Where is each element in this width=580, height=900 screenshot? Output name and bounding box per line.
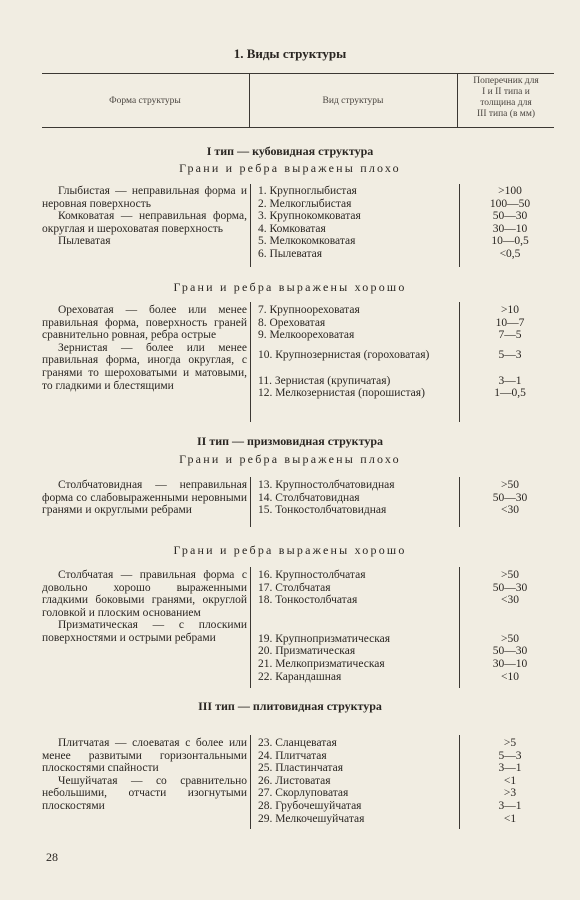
type3-kinds: 23. Сланцеватая 24. Плитчатая 25. Пластинчатая 26. Листоватая 27. Скорлуповатая 28. Грубочешуйчатая 29. Мелкочешуйчатая <box>258 737 365 825</box>
type2-good-sizes: >50 50—30 <30 >50 50—30 30—10 <10 <box>492 569 528 683</box>
type1-good-subtitle: Грани и ребра выражены хорошо <box>173 280 407 294</box>
divider <box>459 567 460 688</box>
header-size: Поперечник для I и II типа и толщина для III типа (в мм) <box>473 76 539 119</box>
type1-bad-subtitle: Грани и ребра выражены плохо <box>179 161 401 175</box>
type1-good-descriptions: Ореховатая — более или менее правильная форма, поверхность граней сравнительно ровная, ребра острые Зернистая — более или менее правильная форма, иногда округлая, с гранями то шероховатыми и матовыми, то гладкими и блестящими <box>42 304 247 392</box>
divider <box>250 302 251 422</box>
type2-good-kinds: 16. Крупностолбчатая 17. Столбчатая 18. Тонкостолбчатая 19. Крупнопризматическая 20. Призматическая 21. Мелкопризматическая 22. Карандашная <box>258 569 391 683</box>
type1-bad-descriptions: Глыбистая — неправильная форма и неровная поверхность Комковатая — неправильная форма, округлая и шероховатая поверхность Пылеватая <box>42 185 247 248</box>
type2-bad-subtitle: Грани и ребра выражены плохо <box>179 452 401 466</box>
table-title: 1. Виды структуры <box>233 46 347 61</box>
header-top-rule <box>42 73 554 74</box>
divider <box>250 735 251 829</box>
type2-good-descriptions: Столбчатая — правильная форма с довольно хорошо выраженными гладкими боковыми гранями, округлой головкой и плоским основанием Призматическая — с плоскими поверхностями и острыми ребрами <box>42 569 247 644</box>
type3-title: III тип — плитовидная структура <box>198 699 382 713</box>
type1-good-sizes: >10 10—7 7—5 5—3 3—1 1—0,5 <box>494 304 526 400</box>
type1-title: I тип — кубовидная структура <box>206 144 374 158</box>
divider <box>459 477 460 527</box>
divider <box>459 735 460 829</box>
page-number: 28 <box>46 850 58 864</box>
type2-bad-kinds: 13. Крупностолбчатовидная 14. Столбчатовидная 15. Тонкостолбчатовидная <box>258 479 395 517</box>
header-kind: Вид структуры <box>322 96 384 106</box>
type1-good-kinds: 7. Крупноореховатая 8. Ореховатая 9. Мелкоореховатая 10. Крупнозернистая (гороховатая) 11. Зернистая (крупичатая) 12. Мелкозернистая (порошистая) <box>258 304 430 400</box>
type1-bad-kinds: 1. Крупноглыбистая 2. Мелкоглыбистая 3. Крупнокомковатая 4. Комковатая 5. Мелкокомковатая 6. Пылеватая <box>258 185 361 260</box>
divider <box>250 477 251 527</box>
type2-bad-sizes: >50 50—30 <30 <box>492 479 528 517</box>
type2-good-subtitle: Грани и ребра выражены хорошо <box>173 543 407 557</box>
type2-bad-descriptions: Столбчатовидная — неправильная форма со слабовыраженными неровными гранями и округлыми ребрами <box>42 479 247 517</box>
type2-title: II тип — призмовидная структура <box>196 434 383 448</box>
divider <box>459 184 460 267</box>
type1-bad-sizes: >100 100—50 50—30 30—10 10—0,5 <0,5 <box>489 185 531 260</box>
header-bottom-rule <box>42 127 554 128</box>
divider <box>459 302 460 422</box>
type3-sizes: >5 5—3 3—1 <1 >3 3—1 <1 <box>498 737 522 825</box>
type3-descriptions: Плитчатая — слоеватая с более или менее развитыми горизонтальными плоскостями спайности Чешуйчатая — со сравнительно небольшими, отчасти изогнутыми плоскостями <box>42 737 247 812</box>
header-form: Форма структуры <box>109 96 181 106</box>
divider <box>250 184 251 267</box>
divider <box>250 567 251 688</box>
